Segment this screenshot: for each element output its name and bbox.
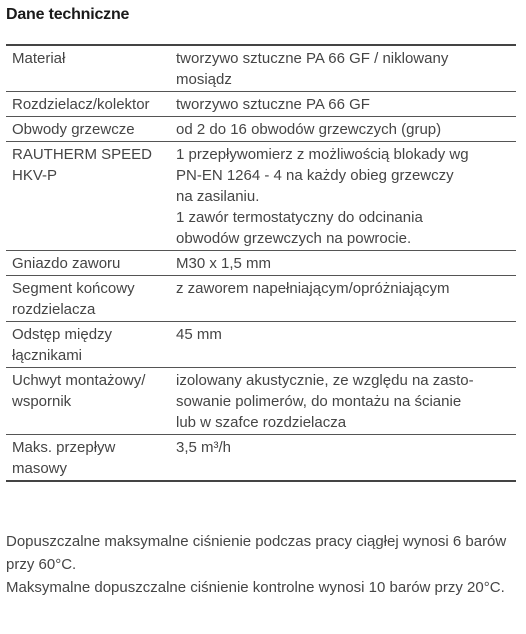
spec-value bbox=[170, 251, 516, 276]
spec-label bbox=[6, 92, 170, 117]
spec-label-line: rozdzielacza bbox=[12, 301, 96, 318]
table-row bbox=[6, 435, 516, 482]
spec-value bbox=[170, 276, 516, 322]
spec-value-line: M30 x 1,5 mm bbox=[176, 255, 272, 272]
table-row bbox=[6, 322, 516, 368]
spec-value bbox=[170, 92, 516, 117]
spec-value-line: 3,5 m³/h bbox=[176, 439, 232, 456]
spec-value-line: tworzywo sztuczne PA 66 GF bbox=[176, 96, 370, 113]
spec-value-line: mosiądz bbox=[176, 71, 232, 88]
spec-label-line: wspornik bbox=[12, 393, 72, 410]
table-row bbox=[6, 45, 516, 92]
spec-label-line: Rozdzielacz/kolektor bbox=[12, 96, 150, 113]
spec-label bbox=[6, 276, 170, 322]
spec-label bbox=[6, 322, 170, 368]
note-continuous-pressure: Dopuszczalne maksymalne ciśnienie podczas pracy ciągłej wynosi 6 barów przy 60°C. bbox=[6, 533, 507, 573]
spec-label-line: masowy bbox=[12, 460, 68, 477]
spec-value bbox=[170, 435, 516, 482]
spec-value-line: z zaworem napełniającym/opróżniającym bbox=[176, 280, 450, 297]
spec-label bbox=[6, 45, 170, 92]
table-row bbox=[6, 117, 516, 142]
spec-label-line: łącznikami bbox=[12, 347, 83, 364]
spec-value-line: 1 przepływomierz z możliwością blokady wg bbox=[176, 146, 469, 163]
spec-value-line: na zasilaniu. bbox=[176, 188, 260, 205]
spec-value-line: PN-EN 1264 - 4 na każdy obieg grzewczy bbox=[176, 167, 454, 184]
spec-label-line: Obwody grzewcze bbox=[12, 121, 135, 138]
table-row bbox=[6, 276, 516, 322]
spec-value bbox=[170, 322, 516, 368]
spec-value-line: lub w szafce rozdzielacza bbox=[176, 414, 347, 431]
spec-value-line: 45 mm bbox=[176, 326, 222, 343]
spec-value-line: sowanie polimerów, do montażu na ścianie bbox=[176, 393, 462, 410]
spec-value-line: od 2 do 16 obwodów grzewczych (grup) bbox=[176, 121, 442, 138]
spec-value-line: izolowany akustycznie, ze względu na zasto- bbox=[176, 372, 474, 389]
spec-label bbox=[6, 117, 170, 142]
spec-value-line: tworzywo sztuczne PA 66 GF / niklowany bbox=[176, 50, 449, 67]
spec-label-line: Odstęp między bbox=[12, 326, 113, 343]
notes bbox=[6, 530, 516, 599]
table-row bbox=[6, 92, 516, 117]
spec-label-line: Materiał bbox=[12, 50, 66, 67]
spec-label-line: Maks. przepływ bbox=[12, 439, 116, 456]
spec-value-line: obwodów grzewczych na powrocie. bbox=[176, 230, 412, 247]
spec-table bbox=[6, 44, 516, 482]
table-row bbox=[6, 251, 516, 276]
spec-label-line: Segment końcowy bbox=[12, 280, 135, 297]
section-title: Dane techniczne bbox=[6, 6, 130, 23]
spec-value-line: 1 zawór termostatyczny do odcinania bbox=[176, 209, 423, 226]
spec-label-line: HKV-P bbox=[12, 167, 58, 184]
table-row bbox=[6, 142, 516, 251]
spec-table-body bbox=[6, 45, 516, 481]
spec-label-line: Gniazdo zaworu bbox=[12, 255, 121, 272]
spec-label-line: RAUTHERM SPEED bbox=[12, 146, 153, 163]
spec-label bbox=[6, 368, 170, 435]
spec-value bbox=[170, 45, 516, 92]
spec-value bbox=[170, 142, 516, 251]
note-test-pressure: Maksymalne dopuszczalne ciśnienie kontrolne wynosi 10 barów przy 20°C. bbox=[6, 579, 505, 596]
spec-label-line: Uchwyt montażowy/ bbox=[12, 372, 146, 389]
table-row bbox=[6, 368, 516, 435]
spec-label bbox=[6, 251, 170, 276]
spec-value bbox=[170, 117, 516, 142]
spec-value bbox=[170, 368, 516, 435]
spec-label bbox=[6, 142, 170, 251]
spec-label bbox=[6, 435, 170, 482]
